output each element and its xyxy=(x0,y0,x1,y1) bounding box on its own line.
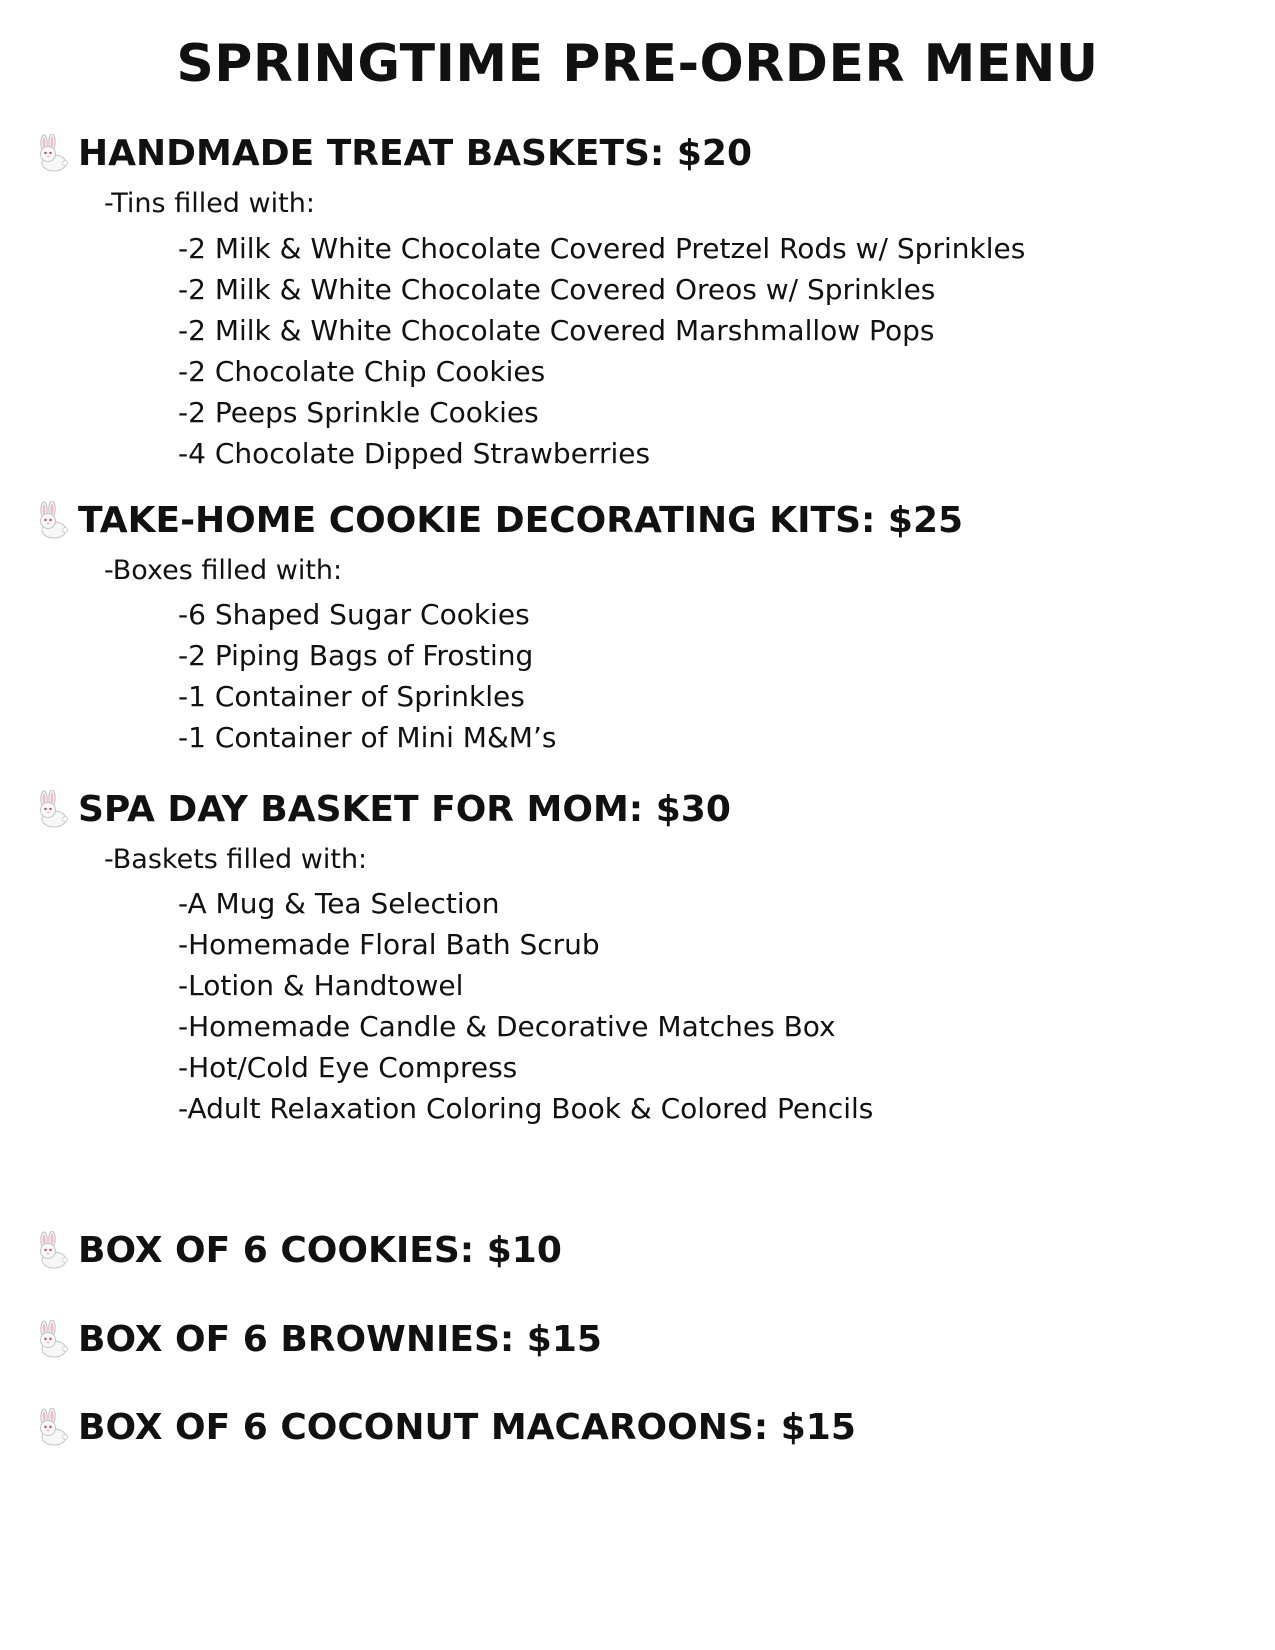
list-item: -2 Chocolate Chip Cookies xyxy=(178,355,546,388)
list-item: -2 Milk & White Chocolate Covered Oreos w/ Sprinkles xyxy=(178,273,936,306)
rabbit-icon xyxy=(30,1408,70,1448)
section-intro: -Baskets filled with: xyxy=(104,844,368,875)
section-heading xyxy=(30,787,731,833)
list-item: -2 Peeps Sprinkle Cookies xyxy=(178,396,539,429)
section-heading xyxy=(30,1317,602,1363)
list-item: -Homemade Candle & Decorative Matches Box xyxy=(178,1010,836,1043)
section-heading xyxy=(30,1228,562,1274)
list-item: -1 Container of Mini M&M’s xyxy=(178,721,557,754)
section-heading-text: BOX OF 6 BROWNIES: $15 xyxy=(78,1319,602,1360)
page-title: SPRINGTIME PRE-ORDER MENU xyxy=(176,34,1099,94)
list-item: -Adult Relaxation Coloring Book & Colored Pencils xyxy=(178,1092,874,1125)
list-item: -4 Chocolate Dipped Strawberries xyxy=(178,437,651,470)
list-item: -Hot/Cold Eye Compress xyxy=(178,1051,518,1084)
menu-section-spa-basket xyxy=(30,787,874,1125)
list-item: -Lotion & Handtowel xyxy=(178,969,464,1002)
section-intro: -Boxes filled with: xyxy=(104,555,343,586)
list-item: -A Mug & Tea Selection xyxy=(178,887,500,920)
menu-section-brownies-box xyxy=(30,1317,602,1363)
item-list xyxy=(178,228,1025,474)
section-heading-text: BOX OF 6 COOKIES: $10 xyxy=(78,1230,562,1271)
section-heading xyxy=(30,498,963,544)
section-heading-text: SPA DAY BASKET FOR MOM: $30 xyxy=(78,789,731,830)
menu-section-macaroons-box xyxy=(30,1405,856,1451)
rabbit-icon xyxy=(30,1320,70,1360)
rabbit-icon xyxy=(30,134,70,174)
section-heading-text: BOX OF 6 COCONUT MACAROONS: $15 xyxy=(78,1407,856,1448)
section-heading xyxy=(30,1405,856,1451)
list-item: -2 Milk & White Chocolate Covered Pretzel Rods w/ Sprinkles xyxy=(178,232,1026,265)
rabbit-icon xyxy=(30,790,70,830)
item-list xyxy=(178,594,556,758)
menu-section-treat-baskets xyxy=(30,131,1026,470)
list-item: -1 Container of Sprinkles xyxy=(178,680,525,713)
rabbit-icon xyxy=(30,501,70,541)
list-item: -Homemade Floral Bath Scrub xyxy=(178,928,600,961)
menu-section-cookies-box xyxy=(30,1228,562,1274)
menu-section-cookie-kits xyxy=(30,498,964,754)
section-intro: -Tins filled with: xyxy=(104,188,315,219)
list-item: -2 Piping Bags of Frosting xyxy=(178,639,534,672)
section-heading xyxy=(30,131,752,177)
list-item: -2 Milk & White Chocolate Covered Marshmallow Pops xyxy=(178,314,935,347)
item-list xyxy=(178,883,873,1129)
rabbit-icon xyxy=(30,1231,70,1271)
section-heading-text: HANDMADE TREAT BASKETS: $20 xyxy=(78,133,752,174)
section-heading-text: TAKE-HOME COOKIE DECORATING KITS: $25 xyxy=(78,500,964,541)
list-item: -6 Shaped Sugar Cookies xyxy=(178,598,530,631)
